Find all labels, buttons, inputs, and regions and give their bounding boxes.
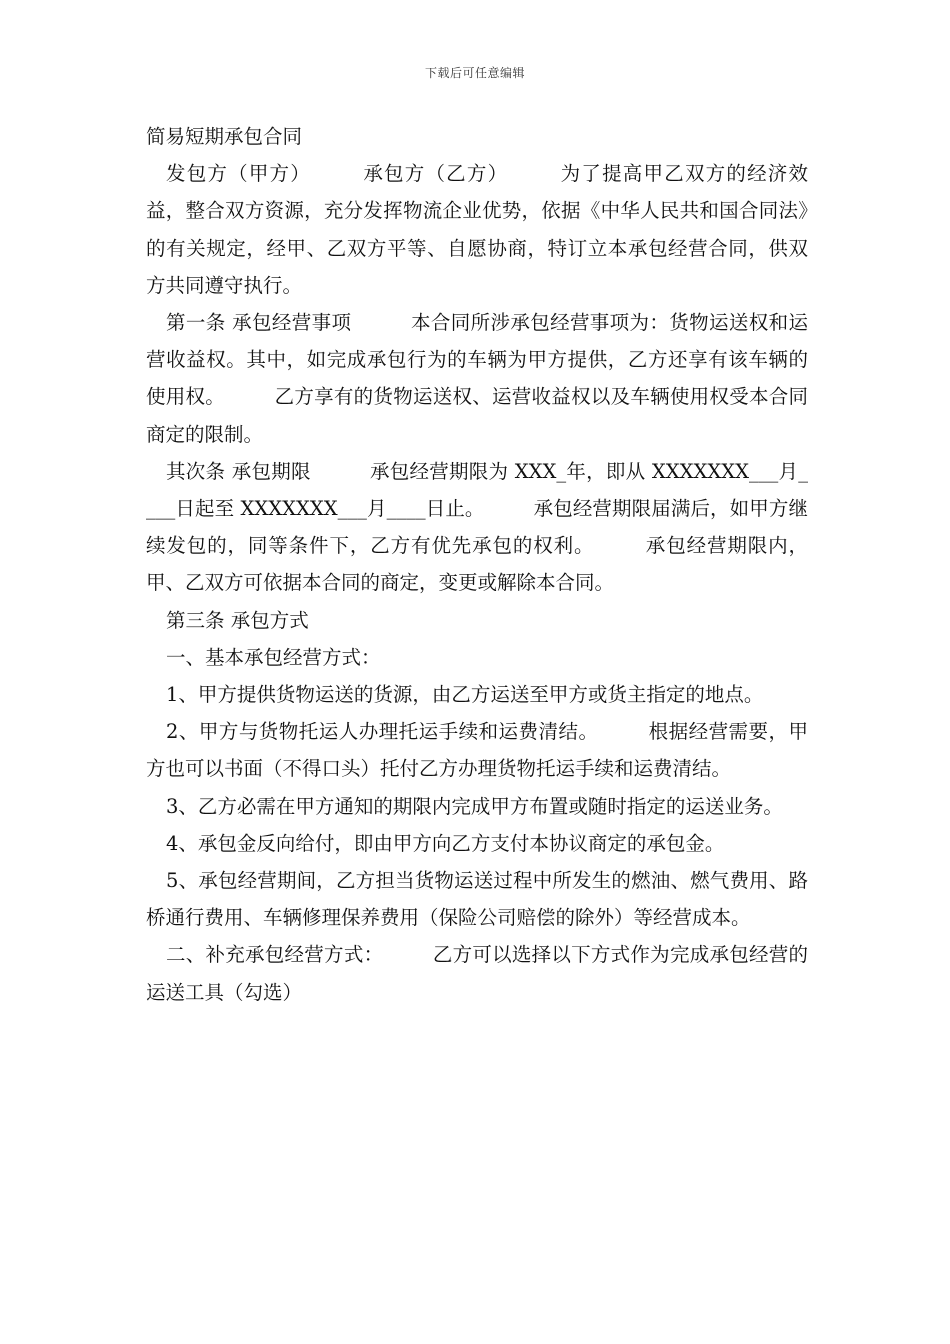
- paragraph-item-5: 5、承包经营期间，乙方担当货物运送过程中所发生的燃油、燃气费用、路桥通行费用、车辆修理保养费用（保险公司赔偿的除外）等经营成本。: [146, 869, 808, 930]
- paragraph-item-1: 1、甲方提供货物运送的货源，由乙方运送至甲方或货主指定的地点。: [166, 683, 764, 707]
- page-header-note: 下载后可任意编辑: [424, 66, 525, 80]
- paragraph-item-2: 2、甲方与货物托运人办理托运手续和运费清结。 根据经营需要，甲方也可以书面（不得口头）托付乙方办理货物托运手续和运费清结。: [146, 720, 808, 781]
- paragraph-item-4: 4、承包金反向给付，即由甲方向乙方支付本协议商定的承包金。: [166, 831, 725, 855]
- paragraph-basic-mode-heading: 一、基本承包经营方式：: [166, 645, 381, 669]
- paragraph-article-2: 其次条 承包期限 承包经营期限为 XXX_年，即从 XXXXXXX___月____日起至 XXXXXXX___月____日止。 承包经营期限届满后，如甲方继续发包的，同等条件下，乙方有优先承包的权利。 承包经营期限内，甲、乙双方可依据本合同的商定，变更或解除本合同。: [146, 459, 808, 595]
- paragraph-item-3: 3、乙方必需在甲方通知的期限内完成甲方布置或随时指定的运送业务。: [166, 794, 783, 818]
- paragraph-preamble: 发包方（甲方） 承包方（乙方） 为了提高甲乙双方的经济效益，整合双方资源，充分发挥物流企业优势，依据《中华人民共和国合同法》的有关规定，经甲、乙双方平等、自愿协商，特订立本承包经营合同，供双方共同遵守执行。: [146, 162, 808, 297]
- paragraph-supplementary-mode: 二、补充承包经营方式： 乙方可以选择以下方式作为完成承包经营的运送工具（勾选）: [146, 943, 808, 1004]
- paragraph-article-1: 第一条 承包经营事项 本合同所涉承包经营事项为：货物运送权和运营收益权。其中，如完成承包行为的车辆为甲方提供，乙方还享有该车辆的使用权。 乙方享有的货物运送权、运营收益权以及车辆使用权受本合同商定的限制。: [146, 311, 808, 446]
- document-title: 简易短期承包合同: [146, 125, 303, 148]
- document-body: [146, 118, 808, 1011]
- paragraph-article-3-heading: 第三条 承包方式: [166, 608, 309, 632]
